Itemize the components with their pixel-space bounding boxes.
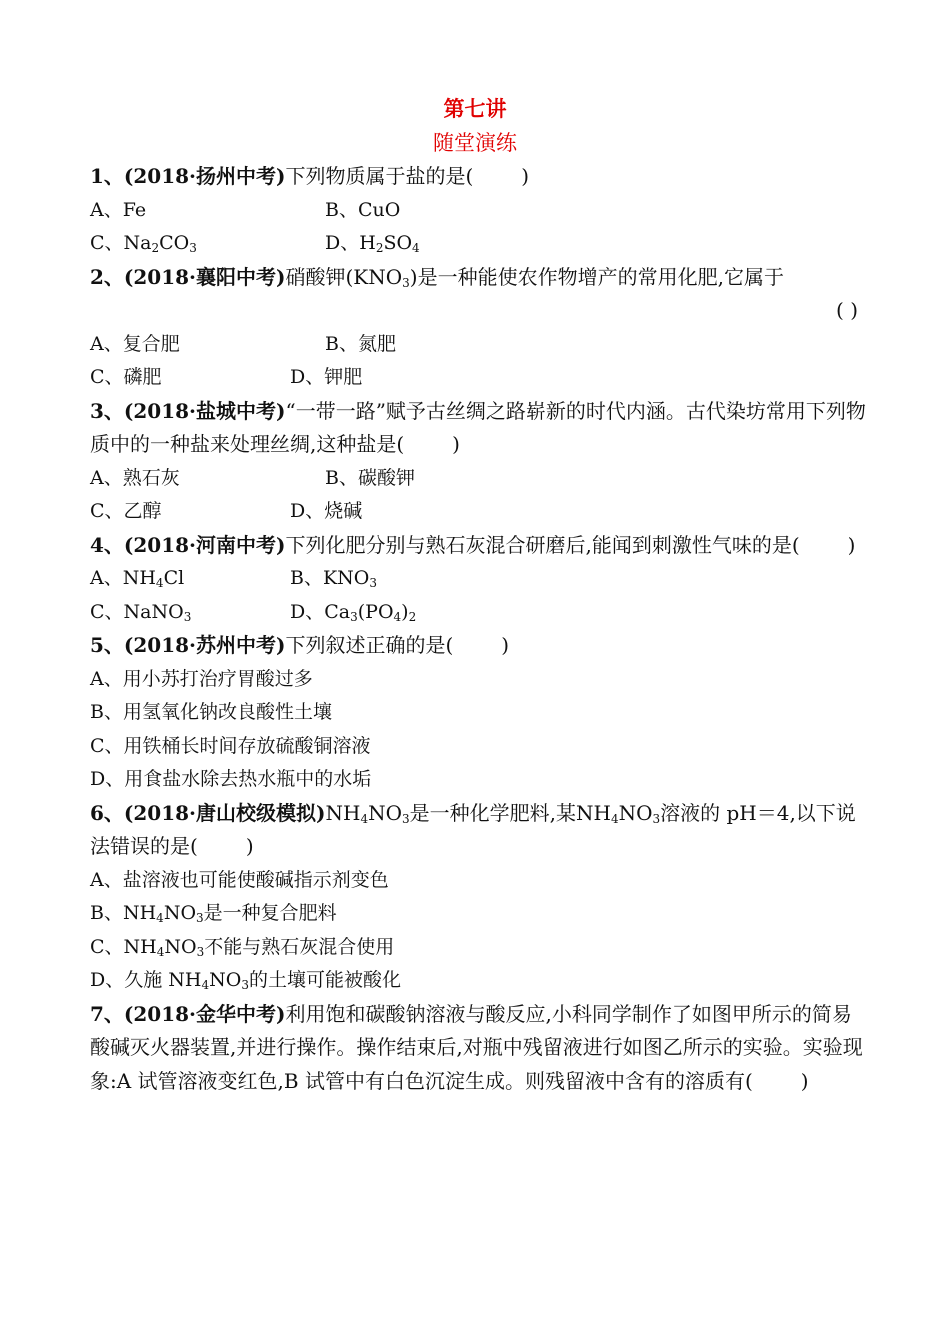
option-b: B、$NH_4NO_3$是一种复合肥料 [90, 902, 337, 925]
options-row [90, 462, 870, 496]
option-c: C、$Na_2CO_3$ [90, 232, 197, 255]
option-c: C、$NH_4NO_3$不能与熟石灰混合使用 [90, 935, 395, 959]
question-source: (2018·河南中考) [123, 532, 286, 557]
question-stem: 下列物质属于盐的是( [285, 164, 474, 188]
option-d: D、钾肥 [290, 366, 363, 388]
question-list [90, 160, 870, 1098]
option-a: A、$NH_4Cl$ [90, 567, 185, 590]
question-stem: 下列化肥分别与熟石灰混合研磨后,能闻到刺激性气味的是( [285, 532, 800, 557]
option-b: B、碳酸钾 [325, 466, 415, 489]
question-source: (2018·盐城中考) [123, 398, 286, 423]
question-source: (2018·襄阳中考) [123, 264, 286, 289]
option-d: D、烧碱 [290, 500, 363, 522]
question-5: 5、(2018·苏州中考)下列叙述正确的是( ) [90, 633, 510, 657]
options-row [90, 328, 870, 362]
option-a: A、Fe [90, 198, 147, 221]
question-4: 4、(2018·河南中考)下列化肥分别与熟石灰混合研磨后,能闻到刺激性气味的是( ) [90, 532, 856, 557]
options-row [90, 596, 870, 630]
question-3: 3、(2018·盐城中考)“一带一路”赋予古丝绸之路崭新的时代内涵。古代染坊常用下列物质中的一种盐来处理丝绸,这种盐是( ) [90, 398, 866, 456]
question-1: 1、(2018·扬州中考)下列物质属于盐的是( ) [90, 164, 530, 188]
option-c: C、用铁桶长时间存放硫酸铜溶液 [90, 734, 371, 757]
option-c: C、磷肥 [90, 366, 162, 388]
option-b: B、CuO [325, 198, 401, 221]
question-2: 2、(2018·襄阳中考)硝酸钾$(KNO_3)$是一种能使农作物增产的常用化肥,它属于 [90, 264, 784, 290]
question-stem: “一带一路”赋予古丝绸之路崭新的时代内涵。古代染坊常用下列物质中的一种盐来处理丝绸,这种盐是( [90, 398, 866, 456]
question-number: 6、 [90, 800, 124, 825]
option-d: D、用食盐水除去热水瓶中的水垢 [90, 768, 372, 790]
option-d: D、$Ca_3(PO_4)_2$ [290, 600, 417, 624]
option-b: B、用氢氧化钠改良酸性土壤 [90, 701, 332, 723]
option-b: B、氮肥 [325, 332, 396, 355]
question-source: (2018·苏州中考) [123, 633, 286, 657]
question-number: 7、 [90, 1001, 124, 1026]
option-c: C、乙醇 [90, 500, 162, 522]
question-source: (2018·扬州中考) [123, 164, 286, 188]
option-d: D、久施 $NH_4NO_3$的土壤可能被酸化 [90, 969, 401, 992]
question-number: 3、 [90, 398, 124, 423]
question-7: 7、(2018·金华中考)利用饱和碳酸钠溶液与酸反应,小科同学制作了如图甲所示的简易酸碱灭火器装置,并进行操作。操作结束后,对瓶中残留液进行如图乙所示的实验。实验现象:A 试管溶液变红色,B 试管中有白色沉淀生成。则残留液中含有的溶质有( ) [90, 1001, 863, 1093]
question-source: (2018·唐山校级模拟) [123, 800, 326, 825]
option-d: D、$H_2SO_4$ [325, 232, 420, 255]
question-source: (2018·金华中考) [123, 1001, 286, 1026]
question-6: 6、(2018·唐山校级模拟)$NH_4NO_3$是一种化学肥料,某$NH_4NO_3$溶液的 pH＝4,以下说法错误的是( ) [90, 800, 856, 858]
option-a: A、复合肥 [90, 332, 180, 355]
page-subtitle: 随堂演练 [433, 131, 517, 155]
option-a: A、熟石灰 [90, 466, 180, 489]
options-row [90, 194, 870, 228]
options-row [90, 562, 870, 596]
question-stem: 是一种能使农作物增产的常用化肥,它属于 [417, 264, 784, 289]
question-number: 1、 [90, 164, 124, 188]
question-number: 5、 [90, 633, 124, 657]
options-row [90, 227, 870, 261]
answer-paren: ( ) [836, 298, 858, 322]
option-a: A、用小苏打治疗胃酸过多 [90, 667, 313, 690]
option-b: B、$KNO_3$ [290, 567, 377, 590]
question-number: 2、 [90, 264, 124, 289]
page-title: 第七讲 [443, 96, 507, 121]
question-number: 4、 [90, 532, 124, 557]
options-row [90, 361, 870, 395]
option-a: A、盐溶液也可能使酸碱指示剂变色 [90, 868, 389, 891]
question-stem: 下列叙述正确的是( [285, 633, 454, 657]
options-row [90, 495, 870, 529]
question-stem: 利用饱和碳酸钠溶液与酸反应,小科同学制作了如图甲所示的简易酸碱灭火器装置,并进行操作。操作结束后,对瓶中残留液进行如图乙所示的实验。实验现象:A 试管溶液变红色,B 试管中有白色沉淀生成。则残留液中含有的溶质有( [90, 1001, 863, 1093]
option-c: C、NaNO$_3$ [90, 600, 192, 624]
